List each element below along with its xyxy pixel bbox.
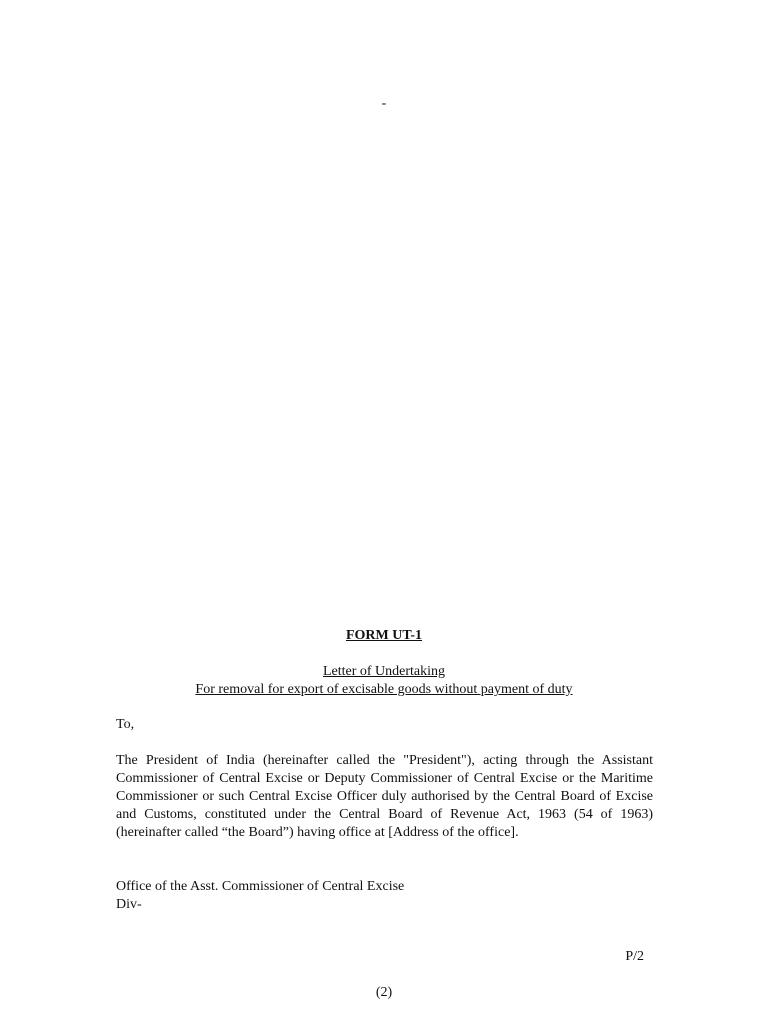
page-continuation-marker: P/2 xyxy=(625,949,644,964)
document-subtitle-line-1: Letter of Undertaking xyxy=(322,664,446,679)
body-paragraph: The President of India (hereinafter called the "President"), acting through the Assistant Commissioner of Central Excise or Deputy Commissioner of Central Excise or the Maritime Commissioner or such Central Excise Officer duly authorised by the Central Board of Excise and Customs, constituted under the Central Board of Revenue Act, 1963 (54 of 1963) (hereinafter called “the Board”) having office at [Address of the office]. xyxy=(116,753,653,840)
salutation: To, xyxy=(116,717,135,732)
office-address-line-2: Div- xyxy=(116,897,142,912)
form-title: FORM UT-1 xyxy=(345,628,423,643)
document-subtitle-line-2: For removal for export of excisable goods without payment of duty xyxy=(195,682,573,697)
page-number: (2) xyxy=(375,985,393,1000)
top-dash-mark: - xyxy=(381,96,387,111)
office-address-line-1: Office of the Asst. Commissioner of Central Excise xyxy=(116,879,405,894)
